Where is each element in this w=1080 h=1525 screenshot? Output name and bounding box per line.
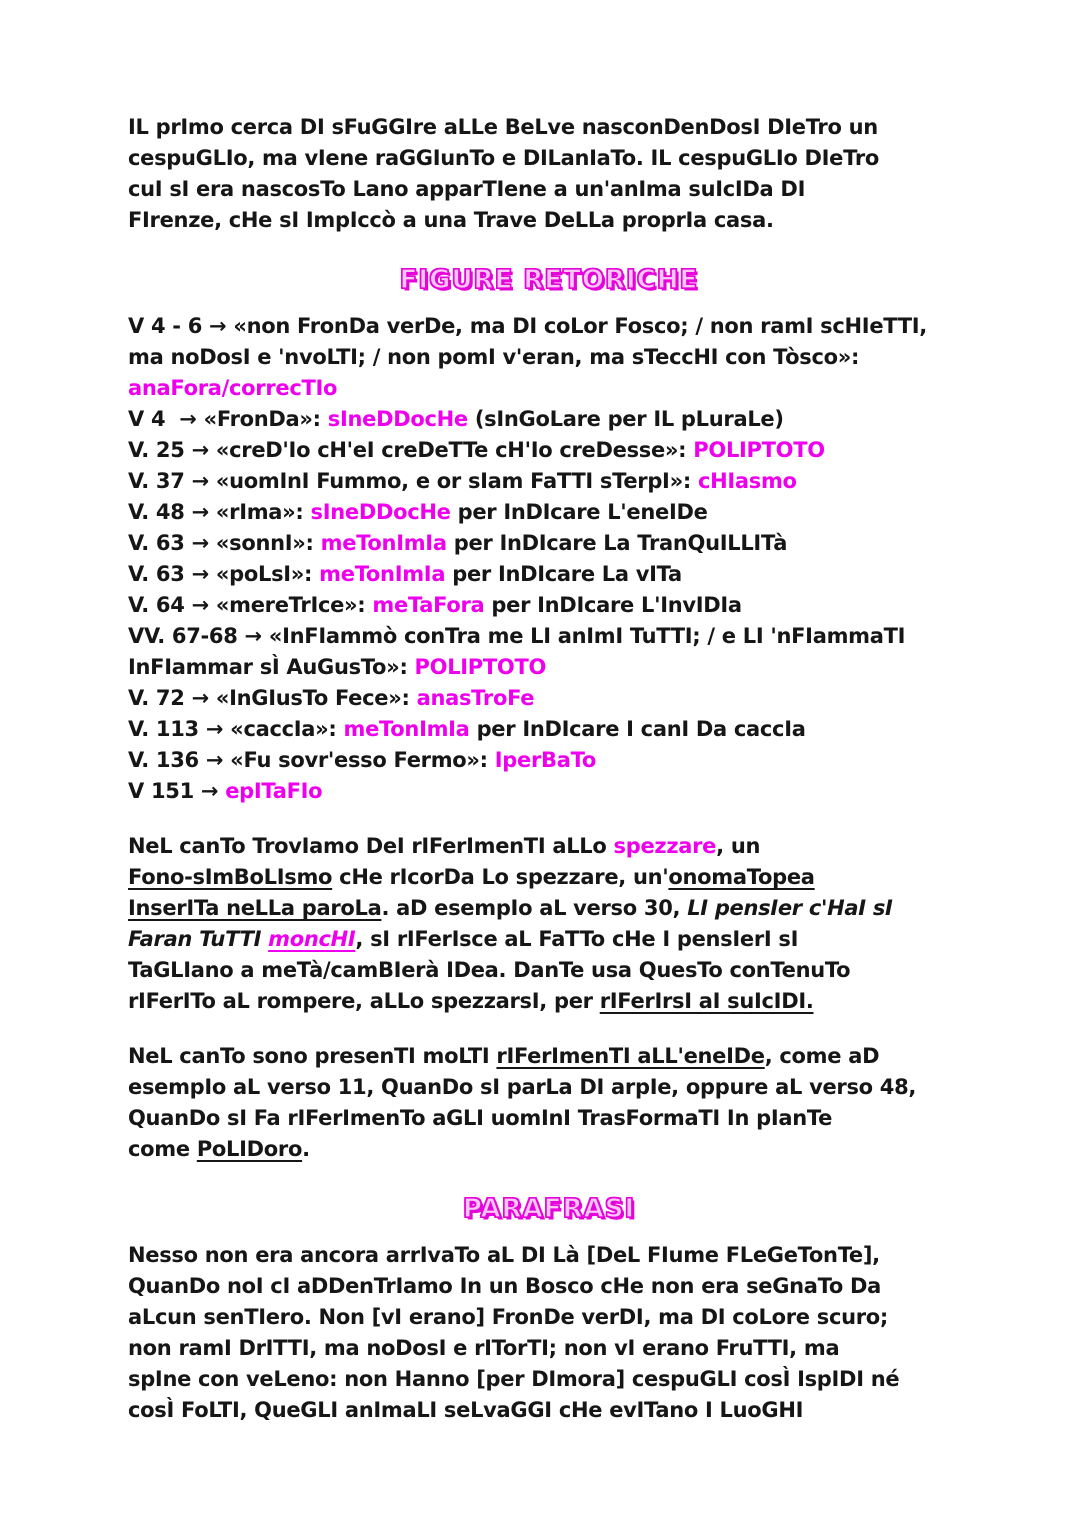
text-segment: V. 25 → «creD'Io cH'eI creDeTTe cH'Io creDesse»: [128, 438, 694, 462]
text-segment: spIne con veLeno: non Hanno [per DImora] cespuGLI cosÌ IspIDI né [128, 1367, 900, 1391]
text-segment: V. 63 → «sonnI»: [128, 531, 321, 555]
text-line [128, 621, 970, 652]
text-segment: cuI sI era nascosTo Lano apparTIene a un'anIma suIcIDa DI [128, 177, 806, 201]
text-segment: per InDIcare L'InvIDIa [484, 593, 742, 617]
text-segment: aLcun senTIero. Non [vI erano] FronDe verDI, ma DI coLore scuro; [128, 1305, 889, 1329]
text-segment: cHe rIcorDa Lo spezzare, un' [332, 865, 669, 889]
highlighted-term: epITaFIo [225, 779, 323, 803]
figure-retoriche-list [128, 311, 970, 807]
highlighted-term: meTonImIa [320, 531, 447, 555]
text-segment: come [128, 1137, 197, 1161]
text-line [128, 1333, 970, 1364]
text-line [128, 1240, 970, 1271]
highlighted-term: meTonImIa [343, 717, 470, 741]
text-segment: per InDIcare La vITa [445, 562, 682, 586]
figure-retoriche-heading-text: FIGURE RETORICHE [399, 265, 699, 295]
text-segment: (sInGoLare per IL pLuraLe) [467, 407, 784, 431]
text-line [128, 1271, 970, 1302]
text-line [128, 497, 970, 528]
text-segment: cespuGLIo, ma vIene raGGIunTo e DILanIaTo. IL cespuGLIo DIeTro [128, 146, 879, 170]
parafrasi-heading-text: PARAFRASI [462, 1194, 636, 1224]
text-segment: V. 48 → «rIma»: [128, 500, 311, 524]
text-line [128, 652, 970, 683]
text-segment: . [302, 1137, 310, 1161]
text-line [128, 174, 970, 205]
text-segment: TaGLIano a meTà/camBIerà IDea. DanTe usa QuesTo conTenuTo [128, 958, 851, 982]
highlighted-term: spezzare [613, 834, 717, 858]
text-line [128, 466, 970, 497]
intro-paragraph [128, 112, 970, 236]
text-line [128, 1103, 970, 1134]
text-segment: V. 64 → «mereTrIce»: [128, 593, 373, 617]
text-segment: per InDIcare La TranQuILLITà [446, 531, 788, 555]
text-line [128, 404, 970, 435]
text-line [128, 683, 970, 714]
highlighted-term: meTaFora [372, 593, 485, 617]
text-segment: per InDIcare L'eneIDe [450, 500, 708, 524]
underlined-phrase: onomaTopea [668, 865, 815, 889]
text-segment: QuanDo sI Fa rIFerImenTo aGLI uomInI TrasFormaTI In pIanTe [128, 1106, 833, 1130]
text-line [128, 112, 970, 143]
text-segment: non ramI DrITTI, ma noDosI e rITorTI; non vI erano FruTTI, ma [128, 1336, 840, 1360]
text-segment: , sI rIFerIsce aL FaTTo cHe I pensIerI sI [355, 927, 799, 951]
text-line [128, 1395, 970, 1426]
highlighted-term: cHIasmo [697, 469, 797, 493]
text-segment: InFIammar sÌ AuGusTo»: [128, 655, 415, 679]
text-segment: ma noDosI e 'nvoLTI; / non pomI v'eran, ma sTeccHI con Tòsco»: [128, 345, 860, 369]
text-segment: FIrenze, cHe sI ImpIccò a una Trave DeLLa proprIa casa. [128, 208, 774, 232]
highlighted-term: meTonImIa [319, 562, 446, 586]
text-line [128, 1364, 970, 1395]
text-segment: per InDIcare I canI Da caccIa [469, 717, 806, 741]
text-segment: , un [716, 834, 761, 858]
text-line [128, 1302, 970, 1333]
text-line [128, 714, 970, 745]
underlined-phrase: PoLIDoro [196, 1137, 303, 1161]
text-line [128, 776, 970, 807]
text-line [128, 373, 970, 404]
text-line [128, 955, 970, 986]
text-line [128, 311, 970, 342]
highlighted-term: IperBaTo [494, 748, 596, 772]
text-segment: . aD esempIo aL verso 30, [381, 896, 688, 920]
text-segment: cosÌ FoLTI, QueGLI anImaLI seLvaGGI cHe evITano I LuoGHI [128, 1398, 804, 1422]
text-line [128, 1041, 970, 1072]
text-segment: QuanDo noI cI aDDenTrIamo In un Bosco cHe non era seGnaTo Da [128, 1274, 882, 1298]
text-line [128, 435, 970, 466]
text-segment: NeL canTo sono presenTI moLTI [128, 1044, 497, 1068]
text-segment: V 151 → [128, 779, 226, 803]
highlighted-term: POLIPTOTO [414, 655, 547, 679]
underlined-phrase: InserITa neLLa paroLa [128, 896, 382, 920]
text-line [128, 559, 970, 590]
text-segment: V. 136 → «Fu sovr'esso Fermo»: [128, 748, 495, 772]
text-line [128, 143, 970, 174]
underlined-phrase: rIFerImenTI aLL'eneIDe [496, 1044, 765, 1068]
text-segment: IL prImo cerca DI sFuGGIre aLLe BeLve nasconDenDosI DIeTro un [128, 115, 878, 139]
text-segment: Nesso non era ancora arrIvaTo aL DI Là [DeL FIume FLeGeTonTe], [128, 1243, 880, 1267]
text-line [128, 590, 970, 621]
text-line [128, 528, 970, 559]
italic-quote: LI pensIer c'HaI sI [687, 896, 893, 920]
text-segment: , come aD [764, 1044, 880, 1068]
underlined-phrase: rIFerIrsI aI suIcIDI. [599, 989, 814, 1013]
text-line [128, 205, 970, 236]
highlighted-term: POLIPTOTO [693, 438, 825, 462]
text-line [128, 862, 970, 893]
text-segment: VV. 67-68 → «InFIammò conTra me LI anImI TuTTI; / e LI 'nFIammaTI [128, 624, 906, 648]
text-segment: NeL canTo TrovIamo DeI rIFerImenTI aLLo [128, 834, 614, 858]
text-line [128, 1134, 970, 1165]
text-segment: V. 37 → «uomInI Fummo, e or sIam FaTTI sTerpI»: [128, 469, 698, 493]
parafrasi-paragraph [128, 1240, 970, 1426]
text-line [128, 745, 970, 776]
fono-simbolismo-paragraph [128, 831, 970, 1017]
figure-retoriche-heading [128, 260, 970, 301]
text-segment: rIFerITo aL rompere, aLLo spezzarsI, per [128, 989, 600, 1013]
text-line [128, 831, 970, 862]
text-segment: V. 113 → «caccIa»: [128, 717, 344, 741]
text-segment: esempIo aL verso 11, QuanDo sI parLa DI arpIe, oppure aL verso 48, [128, 1075, 917, 1099]
text-segment: V 4 - 6 → «non FronDa verDe, ma DI coLor Fosco; / non ramI scHIeTTI, [128, 314, 927, 338]
italic-quote: Faran TuTTI [128, 927, 269, 951]
highlighted-term: moncHI [268, 927, 356, 951]
text-segment: V 4 → «FronDa»: [128, 407, 328, 431]
text-line [128, 342, 970, 373]
highlighted-term: anasTroFe [416, 686, 535, 710]
highlighted-term: anaFora/correcTIo [128, 376, 338, 400]
text-line [128, 893, 970, 924]
text-segment: V. 63 → «poLsI»: [128, 562, 320, 586]
text-line [128, 924, 970, 955]
highlighted-term: sIneDDocHe [327, 407, 468, 431]
underlined-phrase: Fono-sImBoLIsmo [128, 865, 333, 889]
parafrasi-heading [128, 1189, 970, 1230]
text-line [128, 1072, 970, 1103]
text-line [128, 986, 970, 1017]
text-segment: V. 72 → «InGIusTo Fece»: [128, 686, 417, 710]
eneide-paragraph [128, 1041, 970, 1165]
highlighted-term: sIneDDocHe [310, 500, 451, 524]
